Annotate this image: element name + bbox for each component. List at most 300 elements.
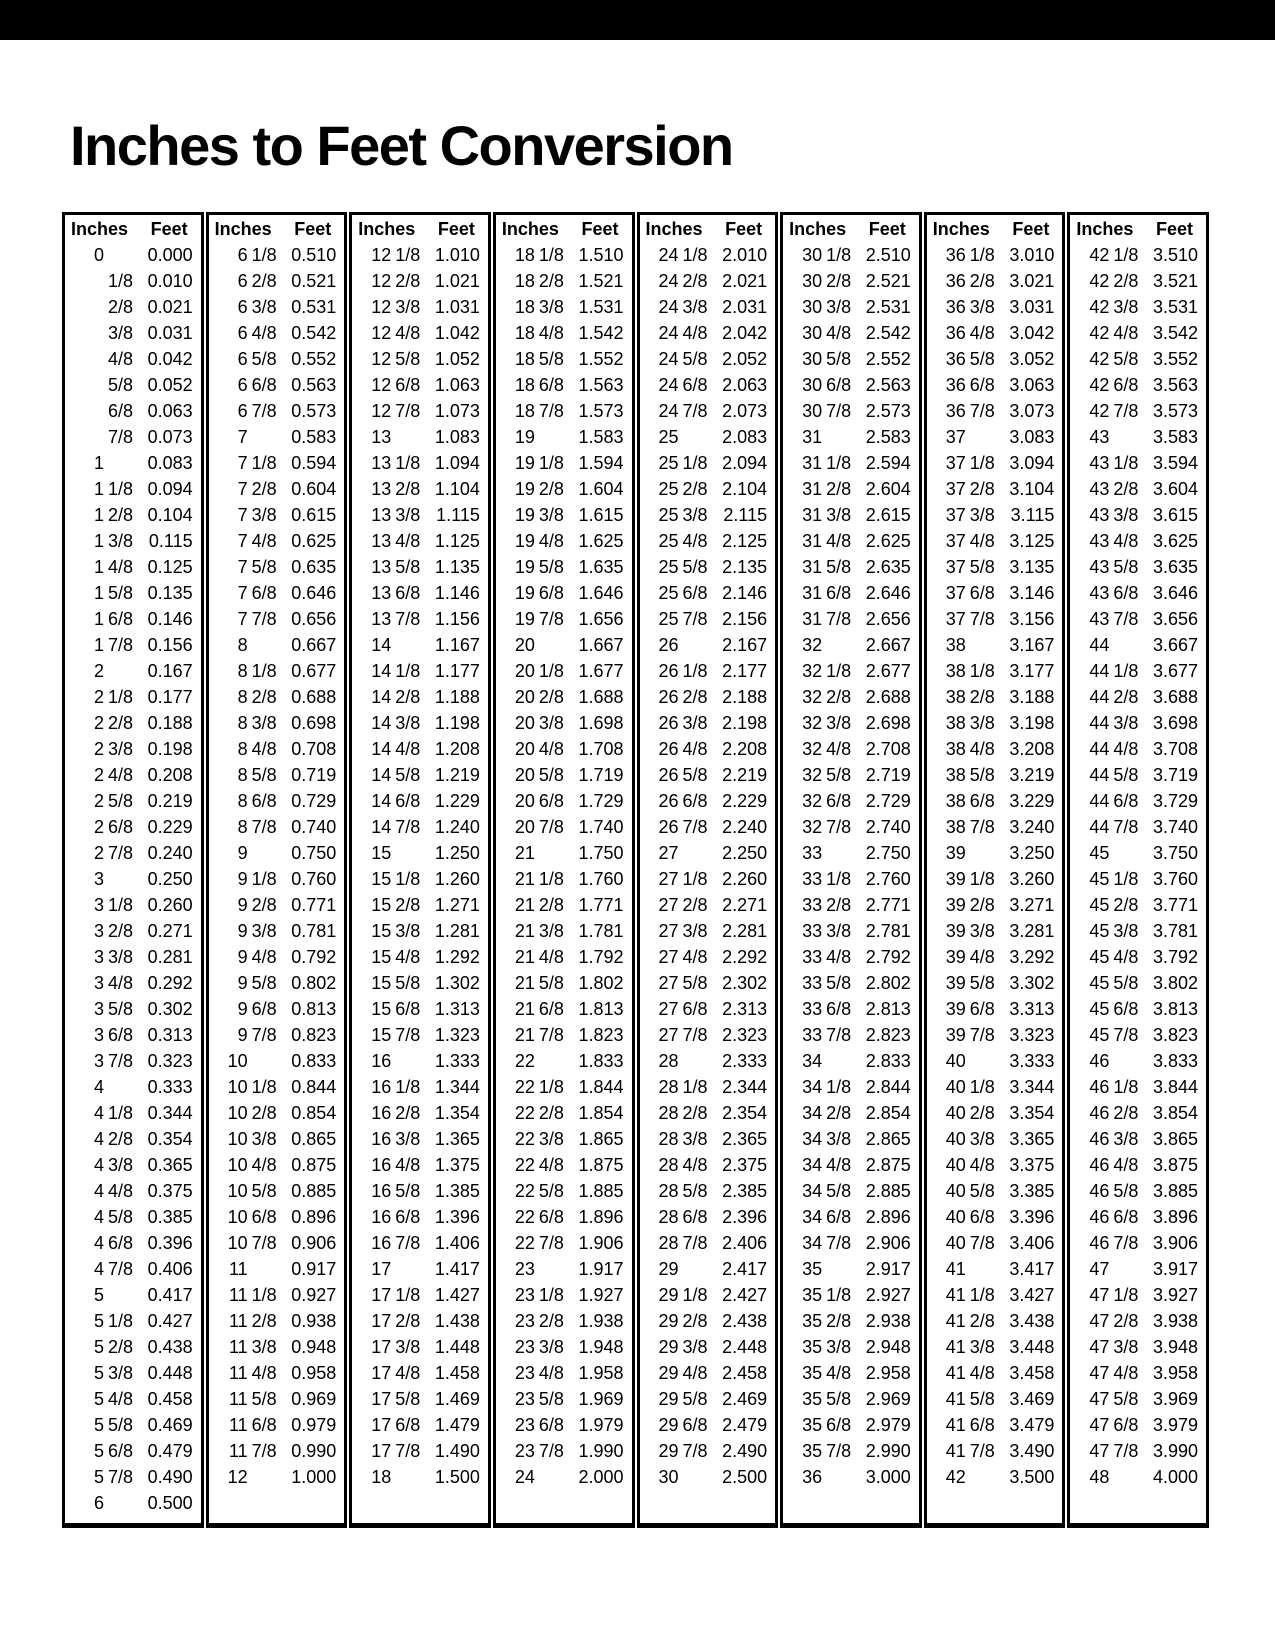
inches-whole-value: 47 — [1089, 1389, 1110, 1409]
feet-value: 0.646 — [291, 583, 337, 603]
conversion-row — [496, 710, 632, 736]
feet-value: 2.156 — [722, 609, 768, 629]
feet-value: 2.281 — [722, 921, 768, 941]
feet-value: 0.667 — [291, 635, 337, 655]
feet-value: 3.885 — [1152, 1181, 1198, 1201]
inches-whole-value: 36 — [945, 271, 966, 291]
inches-whole-value: 1 — [93, 557, 104, 577]
conversion-row — [1070, 268, 1206, 294]
feet-value: 3.417 — [1009, 1259, 1055, 1279]
inches-fraction-value — [826, 632, 857, 658]
inches-fraction-value: 4/8 — [538, 323, 564, 343]
inches-whole-value: 4 — [93, 1233, 104, 1253]
inches-fraction-value: 2/8 — [108, 505, 134, 525]
inches-fraction-value: 1/8 — [108, 271, 134, 291]
feet-value: 1.354 — [434, 1103, 480, 1123]
inches-header: Inches — [645, 219, 703, 239]
conversion-row — [640, 814, 776, 840]
inches-whole-value: 45 — [1089, 895, 1110, 915]
inches-fraction-value — [395, 632, 426, 658]
feet-value: 2.896 — [865, 1207, 911, 1227]
inches-whole-value: 28 — [658, 1155, 679, 1175]
inches-whole-value: 13 — [371, 453, 392, 473]
conversion-row — [209, 268, 345, 294]
conversion-row — [496, 944, 632, 970]
feet-value: 1.604 — [578, 479, 624, 499]
feet-value: 2.396 — [722, 1207, 768, 1227]
conversion-row — [640, 1282, 776, 1308]
feet-value: 1.469 — [434, 1389, 480, 1409]
feet-value: 1.885 — [578, 1181, 624, 1201]
inches-fraction-value: 4/8 — [1113, 323, 1139, 343]
conversion-row — [640, 1048, 776, 1074]
conversion-row — [640, 606, 776, 632]
conversion-row — [1070, 554, 1206, 580]
feet-value: 1.573 — [578, 401, 624, 421]
inches-fraction-value: 4/8 — [108, 1389, 134, 1409]
conversion-row — [640, 450, 776, 476]
feet-value: 3.042 — [1009, 323, 1055, 343]
feet-value: 0.292 — [147, 973, 193, 993]
column-header-row — [209, 216, 345, 242]
conversion-row — [640, 996, 776, 1022]
conversion-table — [62, 212, 1209, 1528]
inches-whole-value: 28 — [658, 1103, 679, 1123]
conversion-row — [496, 1256, 632, 1282]
inches-whole-value: 6 — [93, 1493, 104, 1513]
inches-whole-value: 2 — [93, 687, 104, 707]
conversion-row — [640, 268, 776, 294]
inches-fraction-value: 4/8 — [969, 1155, 995, 1175]
feet-value: 3.677 — [1152, 661, 1198, 681]
inches-whole-value: 25 — [658, 609, 679, 629]
inches-fraction-value: 6/8 — [395, 999, 421, 1019]
feet-value: 2.531 — [865, 297, 911, 317]
conversion-row — [209, 658, 345, 684]
feet-value: 1.302 — [434, 973, 480, 993]
conversion-row — [209, 1334, 345, 1360]
inches-whole-value: 28 — [658, 1051, 679, 1071]
conversion-row — [352, 242, 488, 268]
conversion-row — [209, 944, 345, 970]
feet-value: 1.146 — [434, 583, 480, 603]
inches-whole-value: 22 — [514, 1103, 535, 1123]
conversion-row — [1070, 294, 1206, 320]
feet-value: 2.563 — [865, 375, 911, 395]
conversion-row — [640, 736, 776, 762]
inches-fraction-value: 7/8 — [108, 1259, 134, 1279]
inches-whole-value: 32 — [802, 791, 823, 811]
inches-whole-value: 3 — [93, 999, 104, 1019]
inches-fraction-value: 5/8 — [395, 1389, 421, 1409]
inches-whole-value: 15 — [371, 921, 392, 941]
column-header-row — [927, 216, 1063, 242]
inches-whole-value: 7 — [237, 583, 248, 603]
inches-whole-value: 21 — [514, 973, 535, 993]
conversion-row — [352, 684, 488, 710]
conversion-row — [209, 346, 345, 372]
inches-whole-value: 3 — [93, 947, 104, 967]
feet-header: Feet — [294, 219, 332, 239]
inches-whole-value: 43 — [1089, 609, 1110, 629]
feet-value: 3.604 — [1152, 479, 1198, 499]
inches-whole-value: 39 — [945, 843, 966, 863]
conversion-row — [352, 1360, 488, 1386]
feet-value: 0.188 — [147, 713, 193, 733]
inches-whole-value: 6 — [237, 245, 248, 265]
feet-value: 2.198 — [722, 713, 768, 733]
inches-whole-value: 35 — [802, 1285, 823, 1305]
inches-whole-value: 36 — [802, 1467, 823, 1487]
feet-value: 3.927 — [1152, 1285, 1198, 1305]
feet-value: 1.396 — [434, 1207, 480, 1227]
inches-whole-value: 38 — [945, 765, 966, 785]
conversion-row — [209, 762, 345, 788]
inches-fraction-value: 6/8 — [682, 583, 708, 603]
feet-value: 4.000 — [1152, 1467, 1198, 1487]
inches-whole-value: 38 — [945, 635, 966, 655]
inches-fraction-value: 5/8 — [1113, 765, 1139, 785]
feet-value: 0.792 — [291, 947, 337, 967]
inches-fraction-value: 2/8 — [969, 895, 995, 915]
inches-fraction-value: 2/8 — [682, 895, 708, 915]
feet-value: 2.844 — [865, 1077, 911, 1097]
inches-fraction-value: 4/8 — [682, 739, 708, 759]
inches-fraction-value: 1/8 — [395, 869, 421, 889]
inches-whole-value: 10 — [227, 1051, 248, 1071]
conversion-row — [209, 1464, 345, 1490]
feet-value: 1.229 — [434, 791, 480, 811]
feet-value: 2.813 — [865, 999, 911, 1019]
inches-fraction-value: 7/8 — [1113, 817, 1139, 837]
inches-whole-value: 42 — [1089, 401, 1110, 421]
feet-value: 2.125 — [722, 531, 768, 551]
conversion-row — [352, 1386, 488, 1412]
inches-whole-value: 34 — [802, 1233, 823, 1253]
inches-fraction-value: 6/8 — [682, 375, 708, 395]
conversion-row — [927, 944, 1063, 970]
conversion-row — [783, 814, 919, 840]
inches-whole-value: 17 — [371, 1415, 392, 1435]
inches-whole-value: 32 — [802, 765, 823, 785]
conversion-row — [640, 1178, 776, 1204]
inches-fraction-value: 1/8 — [1113, 1285, 1139, 1305]
inches-fraction-value: 3/8 — [826, 713, 852, 733]
conversion-row — [927, 736, 1063, 762]
feet-value: 2.406 — [722, 1233, 768, 1253]
inches-whole-value: 10 — [227, 1207, 248, 1227]
inches-whole-value: 46 — [1089, 1155, 1110, 1175]
conversion-row — [783, 1256, 919, 1282]
conversion-row — [783, 450, 919, 476]
conversion-row — [783, 1412, 919, 1438]
inches-fraction-value: 4/8 — [538, 531, 564, 551]
conversion-row — [927, 1204, 1063, 1230]
conversion-row — [352, 1126, 488, 1152]
conversion-row — [496, 1438, 632, 1464]
inches-whole-value: 25 — [658, 427, 679, 447]
inches-fraction-value: 5/8 — [1113, 1389, 1139, 1409]
inches-whole-value: 2 — [93, 661, 104, 681]
feet-value: 2.469 — [722, 1389, 768, 1409]
inches-whole-value: 22 — [514, 1077, 535, 1097]
inches-fraction-value: 2/8 — [538, 687, 564, 707]
inches-fraction-value: 1/8 — [538, 1285, 564, 1305]
inches-whole-value: 24 — [658, 245, 679, 265]
feet-value: 2.656 — [865, 609, 911, 629]
inches-fraction-value: 4/8 — [395, 1155, 421, 1175]
feet-value: 1.458 — [434, 1363, 480, 1383]
feet-value: 3.656 — [1152, 609, 1198, 629]
conversion-row — [352, 892, 488, 918]
feet-value: 2.792 — [865, 947, 911, 967]
inches-whole-value: 15 — [371, 999, 392, 1019]
feet-value: 2.635 — [865, 557, 911, 577]
inches-whole-value: 10 — [227, 1129, 248, 1149]
inches-fraction-value: 3/8 — [251, 297, 277, 317]
conversion-row — [65, 1464, 201, 1490]
feet-value: 0.115 — [148, 531, 193, 551]
feet-value: 3.823 — [1152, 1025, 1198, 1045]
inches-whole-value: 35 — [802, 1363, 823, 1383]
feet-value: 0.938 — [291, 1311, 337, 1331]
inches-whole-value: 17 — [371, 1441, 392, 1461]
inches-whole-value: 32 — [802, 713, 823, 733]
inches-whole-value: 22 — [514, 1051, 535, 1071]
feet-value: 2.969 — [865, 1389, 911, 1409]
inches-whole-value: 42 — [1089, 375, 1110, 395]
inches-fraction-value: 3/8 — [108, 531, 134, 551]
feet-value: 2.938 — [865, 1311, 911, 1331]
feet-value: 2.073 — [722, 401, 768, 421]
inches-fraction-value: 1/8 — [538, 661, 564, 681]
inches-fraction-value — [826, 1256, 857, 1282]
inches-fraction-value: 4/8 — [682, 531, 708, 551]
feet-value: 3.906 — [1152, 1233, 1198, 1253]
inches-fraction-value: 7/8 — [969, 401, 995, 421]
inches-whole-value: 10 — [227, 1103, 248, 1123]
inches-fraction-value: 7/8 — [1113, 1441, 1139, 1461]
conversion-row — [640, 1074, 776, 1100]
inches-whole-value: 22 — [514, 1129, 535, 1149]
conversion-row — [1070, 476, 1206, 502]
conversion-row — [927, 710, 1063, 736]
inches-fraction-value: 1/8 — [969, 1077, 995, 1097]
inches-fraction-value: 3/8 — [251, 713, 277, 733]
feet-value: 2.042 — [722, 323, 768, 343]
inches-fraction-value: 1/8 — [969, 453, 995, 473]
feet-value: 0.302 — [147, 999, 193, 1019]
inches-whole-value: 40 — [945, 1155, 966, 1175]
feet-value: 0.438 — [147, 1337, 193, 1357]
feet-value: 0.948 — [291, 1337, 337, 1357]
inches-fraction-value: 6/8 — [1113, 375, 1139, 395]
feet-value: 1.240 — [434, 817, 480, 837]
inches-fraction-value — [539, 840, 570, 866]
feet-value: 2.167 — [722, 635, 768, 655]
inches-fraction-value: 5/8 — [826, 349, 852, 369]
feet-value: 3.177 — [1009, 661, 1055, 681]
inches-fraction-value: 3/8 — [108, 1155, 134, 1175]
feet-value: 0.906 — [291, 1233, 337, 1253]
inches-whole-value: 29 — [658, 1389, 679, 1409]
feet-value: 1.344 — [434, 1077, 480, 1097]
conversion-row — [496, 528, 632, 554]
conversion-row — [640, 1464, 776, 1490]
inches-fraction-value: 1/8 — [251, 245, 277, 265]
conversion-row — [209, 1152, 345, 1178]
inches-whole-value: 12 — [227, 1467, 248, 1487]
inches-fraction-value: 4/8 — [251, 323, 277, 343]
inches-fraction-value: 1/8 — [969, 1285, 995, 1305]
inches-fraction-value: 2/8 — [826, 895, 852, 915]
inches-whole-value: 4 — [93, 1207, 104, 1227]
conversion-row — [209, 606, 345, 632]
feet-value: 1.979 — [578, 1415, 624, 1435]
feet-value: 3.854 — [1152, 1103, 1198, 1123]
inches-whole-value: 5 — [93, 1285, 104, 1305]
inches-fraction-value — [108, 1074, 139, 1100]
inches-fraction-value: 4/8 — [1113, 531, 1139, 551]
inches-fraction-value: 4/8 — [395, 531, 421, 551]
inches-whole-value: 29 — [658, 1363, 679, 1383]
conversion-row — [927, 1152, 1063, 1178]
inches-fraction-value: 6/8 — [251, 583, 277, 603]
feet-value: 0.083 — [147, 453, 193, 473]
conversion-row — [496, 840, 632, 866]
feet-value: 0.542 — [291, 323, 337, 343]
conversion-row — [352, 528, 488, 554]
conversion-row — [927, 294, 1063, 320]
inches-whole-value: 14 — [371, 661, 392, 681]
conversion-row — [209, 1308, 345, 1334]
inches-whole-value: 24 — [514, 1467, 535, 1487]
inches-whole-value: 43 — [1089, 583, 1110, 603]
inches-whole-value: 30 — [802, 245, 823, 265]
inches-whole-value: 31 — [802, 557, 823, 577]
inches-whole-value: 0 — [93, 245, 104, 265]
conversion-row — [65, 1412, 201, 1438]
feet-value: 1.938 — [578, 1311, 624, 1331]
inches-header: Inches — [932, 219, 990, 239]
conversion-row — [927, 1230, 1063, 1256]
inches-fraction-value: 3/8 — [538, 921, 564, 941]
feet-value: 1.646 — [578, 583, 624, 603]
feet-value: 2.500 — [722, 1467, 768, 1487]
conversion-row — [65, 1490, 201, 1516]
conversion-row — [352, 996, 488, 1022]
conversion-row — [927, 554, 1063, 580]
conversion-row — [496, 1022, 632, 1048]
inches-fraction-value: 7/8 — [538, 401, 564, 421]
conversion-row — [1070, 1412, 1206, 1438]
inches-fraction-value: 4/8 — [826, 739, 852, 759]
conversion-row — [783, 866, 919, 892]
inches-fraction-value: 6/8 — [682, 1207, 708, 1227]
inches-whole-value: 35 — [802, 1415, 823, 1435]
feet-value: 3.917 — [1152, 1259, 1198, 1279]
inches-fraction-value: 3/8 — [108, 323, 134, 343]
feet-value: 0.469 — [147, 1415, 193, 1435]
inches-fraction-value: 5/8 — [969, 557, 995, 577]
feet-value: 3.948 — [1152, 1337, 1198, 1357]
inches-whole-value: 44 — [1089, 817, 1110, 837]
feet-value: 0.375 — [147, 1181, 193, 1201]
inches-fraction-value: 1/8 — [108, 1311, 134, 1331]
feet-header: Feet — [1155, 219, 1193, 239]
inches-whole-value: 15 — [371, 973, 392, 993]
conversion-row — [1070, 1386, 1206, 1412]
inches-whole-value: 2 — [93, 843, 104, 863]
conversion-row — [640, 1230, 776, 1256]
inches-fraction-value: 5/8 — [826, 1389, 852, 1409]
inches-whole-value: 3 — [93, 921, 104, 941]
conversion-row — [927, 1282, 1063, 1308]
inches-whole-value: 6 — [237, 401, 248, 421]
conversion-row — [1070, 502, 1206, 528]
inches-whole-value: 46 — [1089, 1181, 1110, 1201]
inches-fraction-value: 3/8 — [538, 713, 564, 733]
inches-whole-value: 47 — [1089, 1415, 1110, 1435]
conversion-row — [640, 762, 776, 788]
feet-value: 0.552 — [291, 349, 337, 369]
feet-value: 0.385 — [147, 1207, 193, 1227]
inches-whole-value: 6 — [237, 349, 248, 369]
inches-fraction-value: 7/8 — [1113, 1233, 1139, 1253]
inches-fraction-value — [108, 1282, 139, 1308]
inches-fraction-value: 3/8 — [538, 505, 564, 525]
inches-whole-value: 31 — [802, 609, 823, 629]
inches-fraction-value: 5/8 — [682, 1181, 708, 1201]
inches-whole-value: 19 — [514, 583, 535, 603]
feet-value: 3.760 — [1152, 869, 1198, 889]
feet-value: 3.646 — [1152, 583, 1198, 603]
conversion-row — [352, 372, 488, 398]
inches-fraction-value: 7/8 — [538, 1025, 564, 1045]
inches-fraction-value: 3/8 — [251, 1129, 277, 1149]
conversion-row — [352, 788, 488, 814]
inches-whole-value: 34 — [802, 1207, 823, 1227]
feet-value: 3.125 — [1009, 531, 1055, 551]
feet-value: 0.927 — [291, 1285, 337, 1305]
feet-value: 0.875 — [291, 1155, 337, 1175]
feet-value: 2.115 — [723, 505, 768, 525]
feet-value: 3.813 — [1152, 999, 1198, 1019]
inches-whole-value: 26 — [658, 661, 679, 681]
inches-fraction-value: 3/8 — [826, 1129, 852, 1149]
inches-fraction-value: 4/8 — [395, 947, 421, 967]
feet-value: 0.094 — [147, 479, 193, 499]
inches-fraction-value: 3/8 — [682, 921, 708, 941]
inches-fraction-value: 4/8 — [826, 1363, 852, 1383]
inches-fraction-value: 2/8 — [395, 479, 421, 499]
feet-value: 0.417 — [147, 1285, 193, 1305]
feet-value: 0.719 — [291, 765, 337, 785]
conversion-column-7 — [924, 212, 1066, 1528]
inches-fraction-value: 2/8 — [395, 1311, 421, 1331]
inches-fraction-value: 1/8 — [108, 1103, 134, 1123]
conversion-row — [209, 554, 345, 580]
inches-whole-value: 36 — [945, 297, 966, 317]
inches-whole-value: 20 — [514, 791, 535, 811]
inches-fraction-value: 4/8 — [682, 1155, 708, 1175]
conversion-row — [65, 1256, 201, 1282]
inches-whole-value: 24 — [658, 401, 679, 421]
feet-value: 2.490 — [722, 1441, 768, 1461]
inches-whole-value: 35 — [802, 1441, 823, 1461]
inches-whole-value: 43 — [1089, 479, 1110, 499]
inches-whole-value: 21 — [514, 1025, 535, 1045]
